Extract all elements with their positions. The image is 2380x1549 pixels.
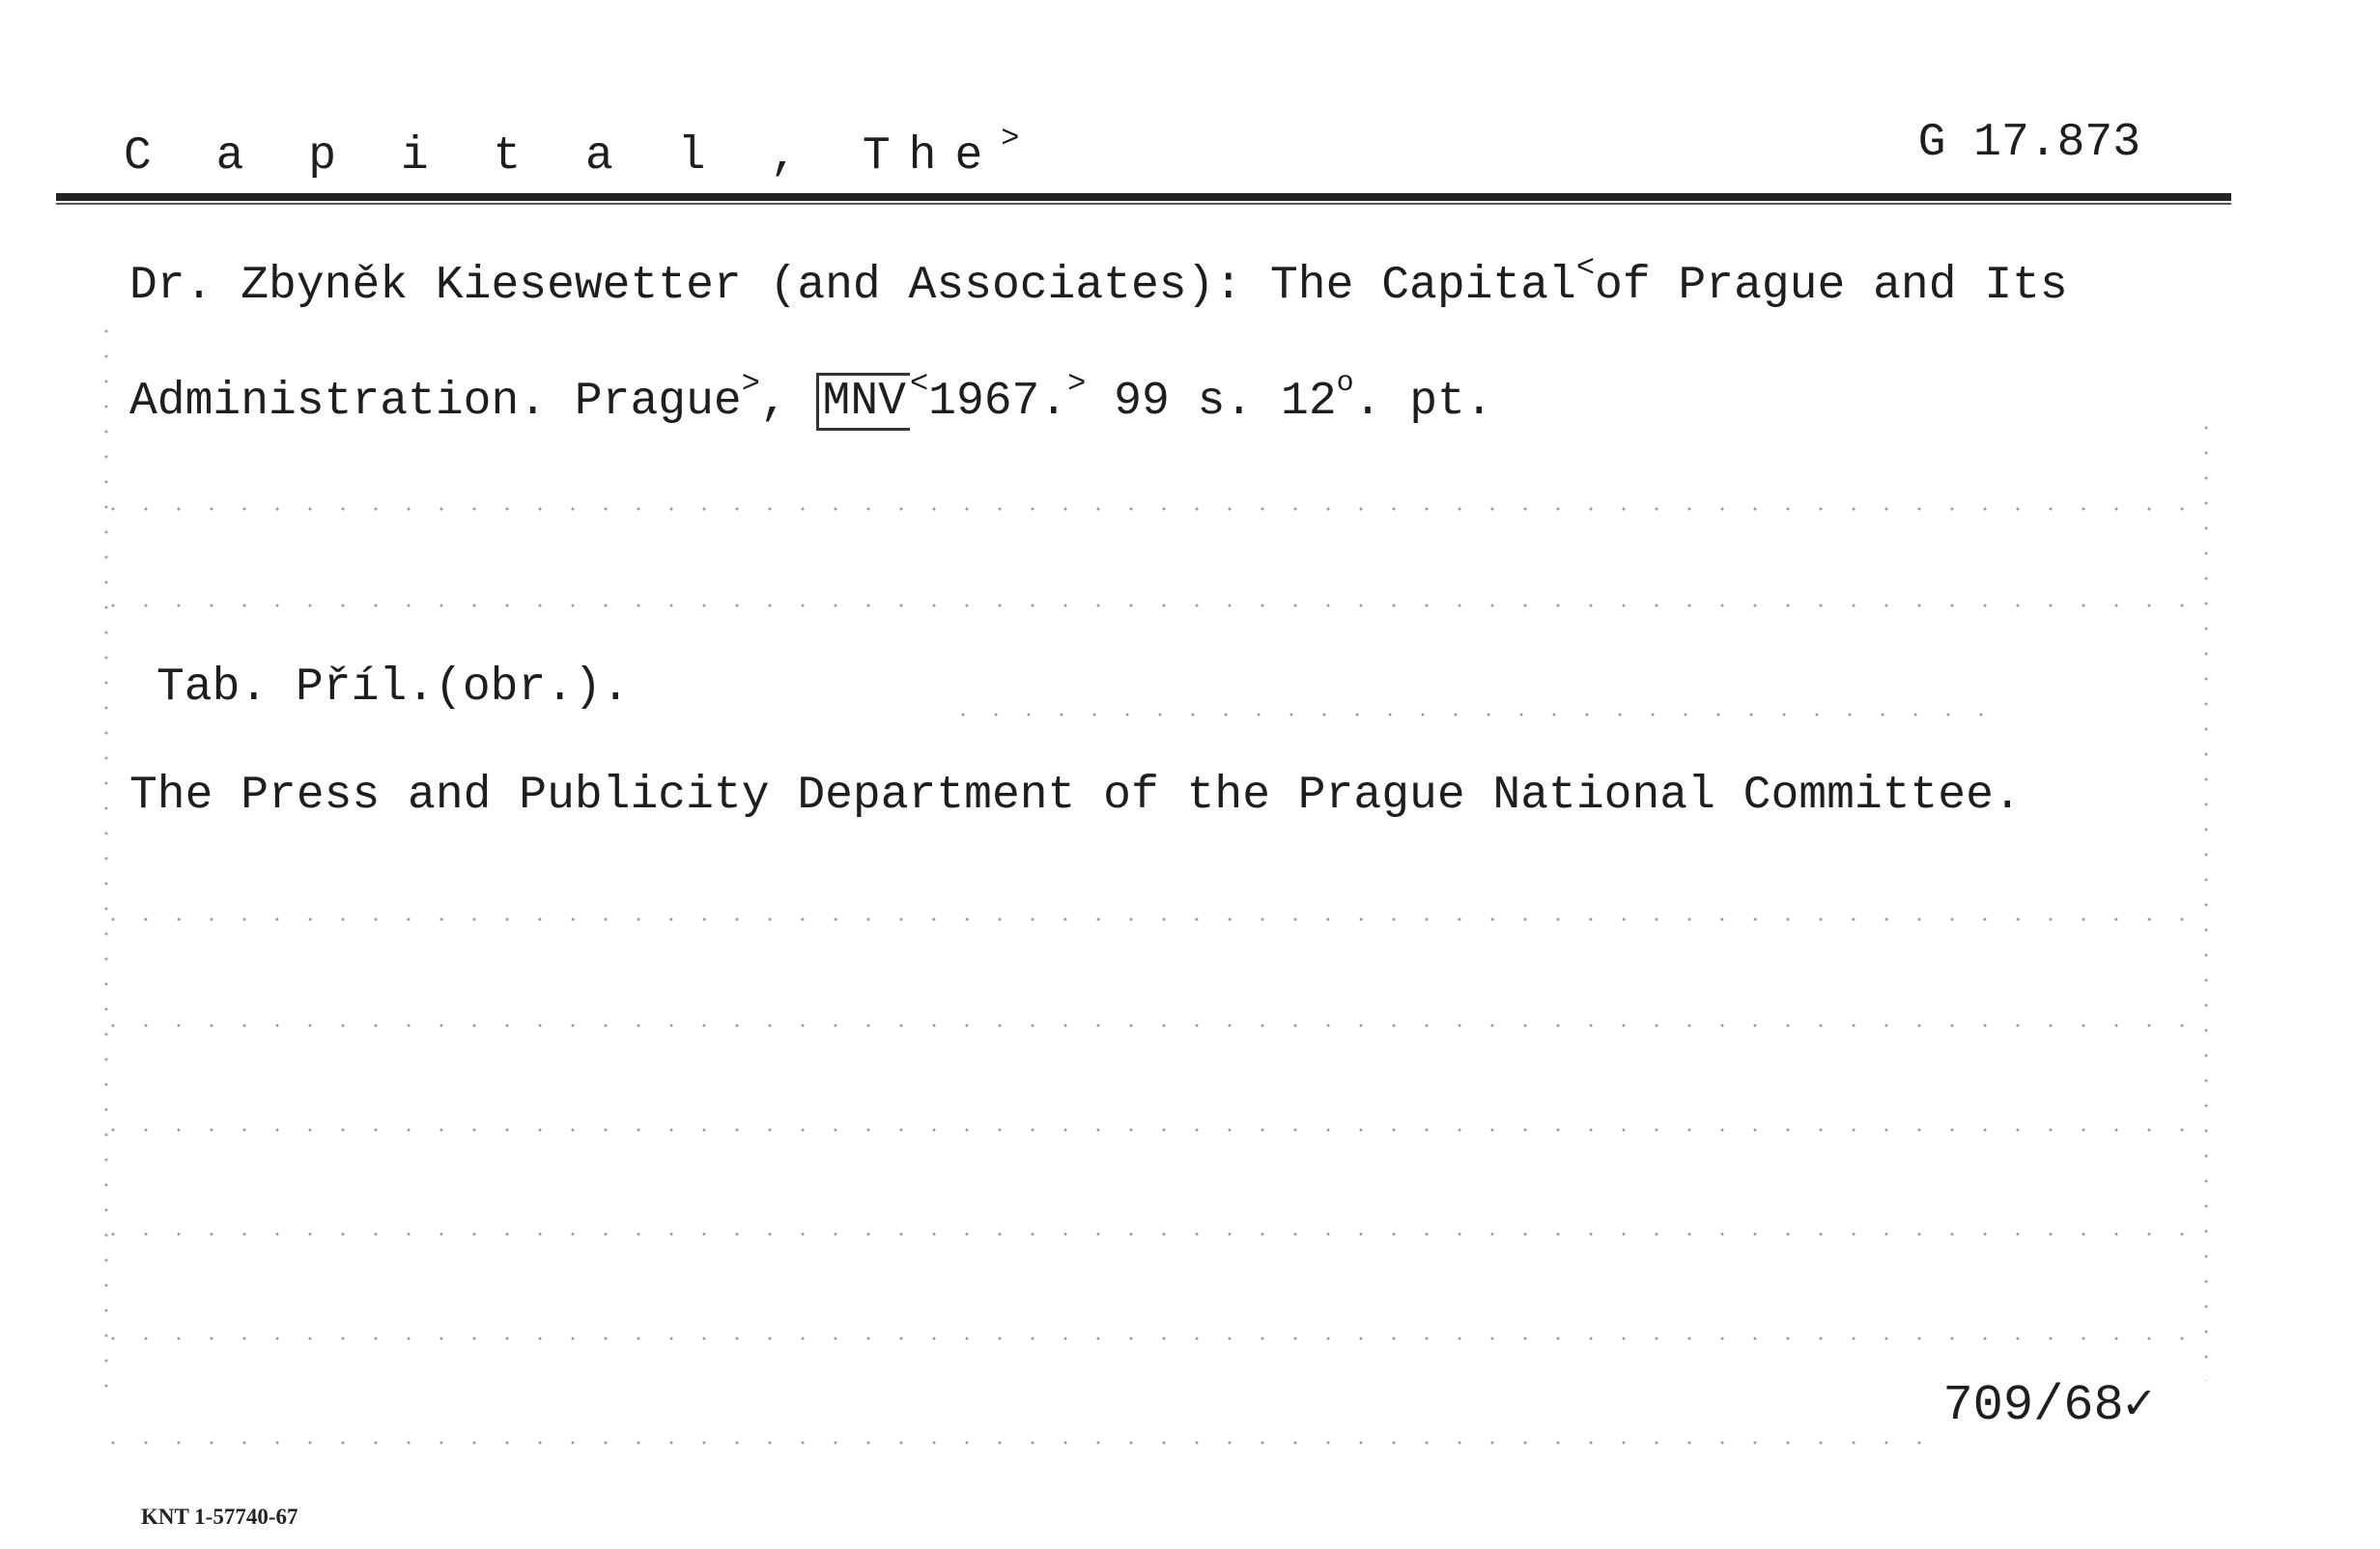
dotted-line: [97, 1337, 2202, 1340]
citation-line-1-start: Dr. Zbyněk Kiesewetter (and Associates): The Capital: [129, 260, 1576, 312]
publisher-line: The Press and Publicity Department of the Prague National Committee.: [129, 770, 2022, 822]
dotted-line: [97, 1441, 1932, 1445]
dotted-line: [97, 507, 2202, 511]
citation-line-1: [129, 250, 2068, 312]
form-code: KNT 1-57740-67: [141, 1505, 298, 1529]
citation-mark-3: >: [1067, 366, 1087, 402]
header-rule: [56, 193, 2231, 201]
citation-place: Administration. Prague: [129, 376, 742, 428]
heading-text: C a p i t a l , The: [124, 130, 1002, 183]
header-rule-shadow: [56, 203, 2231, 205]
dotted-line: [97, 1128, 2202, 1132]
accession-text: 709/68: [1942, 1377, 2124, 1434]
citation-comma: ,: [759, 376, 816, 428]
tables-note: Tab. Příl.(obr.).: [156, 662, 630, 714]
dotted-line: [97, 1024, 2202, 1028]
citation-bracket: [816, 373, 910, 431]
right-dotted-margin: [2204, 415, 2208, 1381]
citation-line-1-end: of Prague and Its: [1595, 260, 2068, 312]
citation-mark-2: <: [909, 366, 929, 402]
left-dotted-margin: [104, 319, 108, 1400]
citation-pages: 99 s. 12: [1086, 376, 1337, 428]
dotted-line: [97, 604, 2202, 607]
call-number: G 17.873: [1917, 117, 2140, 169]
heading-mark: >: [1001, 121, 1038, 156]
citation-line-2: [129, 366, 1493, 428]
citation-year: 1967.: [928, 376, 1068, 428]
dotted-line: [97, 917, 2202, 921]
citation-degree: o: [1336, 367, 1354, 400]
dotted-line: [947, 713, 2009, 717]
dotted-line: [97, 1232, 2202, 1236]
citation-bracket-text: MNV: [822, 376, 906, 428]
card-heading: [124, 121, 1038, 183]
accession-number: [1942, 1377, 2154, 1434]
citation-mark-1: >: [741, 366, 760, 402]
citation-end: . pt.: [1353, 376, 1493, 428]
accession-check-mark: ✓: [2123, 1377, 2154, 1434]
citation-line-1-mark: <: [1575, 250, 1596, 286]
